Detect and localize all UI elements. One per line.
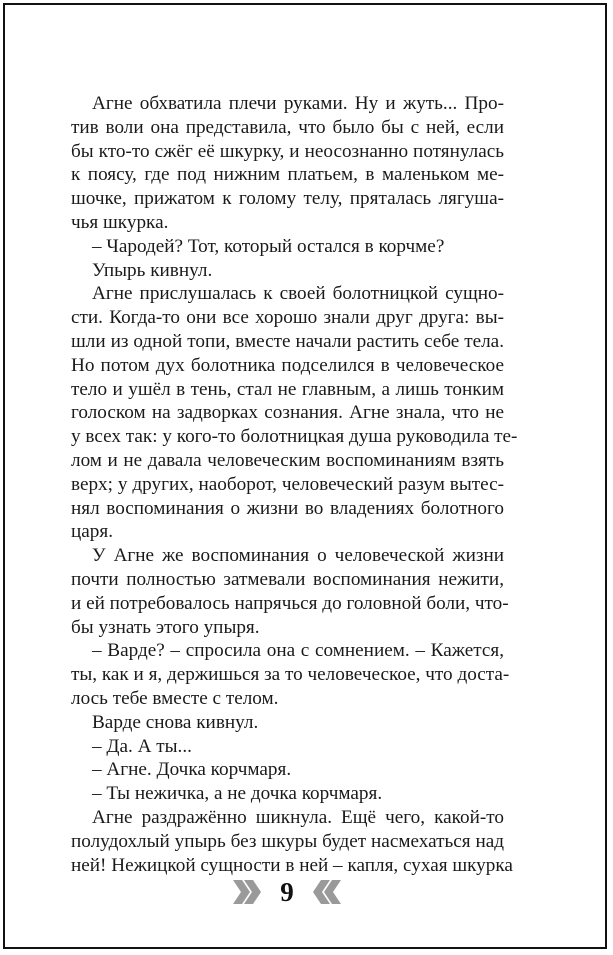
text-line: нял воспоминания о жизни во владениях болотного	[71, 497, 504, 519]
text-line: Агне прислушалась к своей болотницкой сущно-	[92, 283, 504, 305]
text-line: – Чародей? Тот, который остался в корчме?	[92, 235, 445, 257]
text-line: царя.	[71, 521, 114, 543]
text-line: тив воли она представила, что было бы с ней, если	[71, 116, 504, 138]
double-chevron-right-icon	[233, 880, 263, 904]
page-footer	[5, 874, 609, 914]
text-line: почти полностью затмевали воспоминания нежити,	[71, 568, 504, 590]
text-line: – Ты нежичка, а не дочка корчмаря.	[92, 783, 383, 805]
text-line: ты, как и я, держишься за то человеческое, что доста-	[71, 664, 510, 686]
page-number: 9	[280, 877, 294, 907]
text-line: голоском на задворках сознания. Агне знала, что не	[71, 402, 504, 424]
text-line: – Агне. Дочка корчмаря.	[92, 759, 292, 781]
text-line: лось тебе вместе с телом.	[71, 687, 279, 709]
book-page	[3, 3, 607, 949]
text-line: тело и ушёл в тень, стал не главным, а лишь тонким	[71, 378, 504, 400]
body-text	[71, 92, 518, 877]
text-line: – Да. А ты...	[92, 735, 192, 757]
text-line: Агне обхватила плечи руками. Ну и жуть... Про-	[92, 93, 504, 114]
text-line: полудохлый упырь без шкуры будет насмехаться над	[71, 830, 504, 852]
text-line: лом и не давала человеческим воспоминаниям взять	[71, 449, 504, 471]
text-line: бы кто-то сжёг её шкурку, и неосознанно потянулась	[71, 140, 504, 162]
text-line: сти. Когда-то они все хорошо знали друг друга: вы-	[71, 307, 504, 329]
text-line: у всех так: у кого-то болотницкая душа руководила те-	[71, 426, 518, 448]
text-line: – Варде? – спросила она с сомнением. – Кажется,	[92, 640, 504, 662]
text-line: шли из одной топи, вместе начали растить себе тела.	[71, 330, 504, 352]
text-line: Но потом дух болотника подселился в человеческое	[71, 354, 504, 376]
text-line: Упырь кивнул.	[92, 259, 213, 281]
text-line: верх; у других, наоборот, человеческий разум вытес-	[71, 473, 504, 495]
text-line: Агне раздражённо шикнула. Ещё чего, какой-то	[92, 806, 504, 828]
text-line: шочке, прижатом к голому телу, пряталась лягуша-	[71, 188, 504, 210]
text-line: к поясу, где под нижним платьем, в маленьком ме-	[71, 164, 504, 186]
double-chevron-left-icon	[311, 880, 341, 904]
text-line: бы узнать этого упыря.	[71, 616, 260, 638]
text-line: чья шкурка.	[71, 211, 169, 233]
text-line: Варде снова кивнул.	[92, 711, 259, 733]
text-line: У Агне же воспоминания о человеческой жизни	[92, 545, 504, 567]
text-line: ней! Нежицкой сущности в ней – капля, сухая шкурка	[71, 854, 513, 876]
text-line: и ей потребовалось напрячься до головной боли, что-	[71, 592, 509, 614]
